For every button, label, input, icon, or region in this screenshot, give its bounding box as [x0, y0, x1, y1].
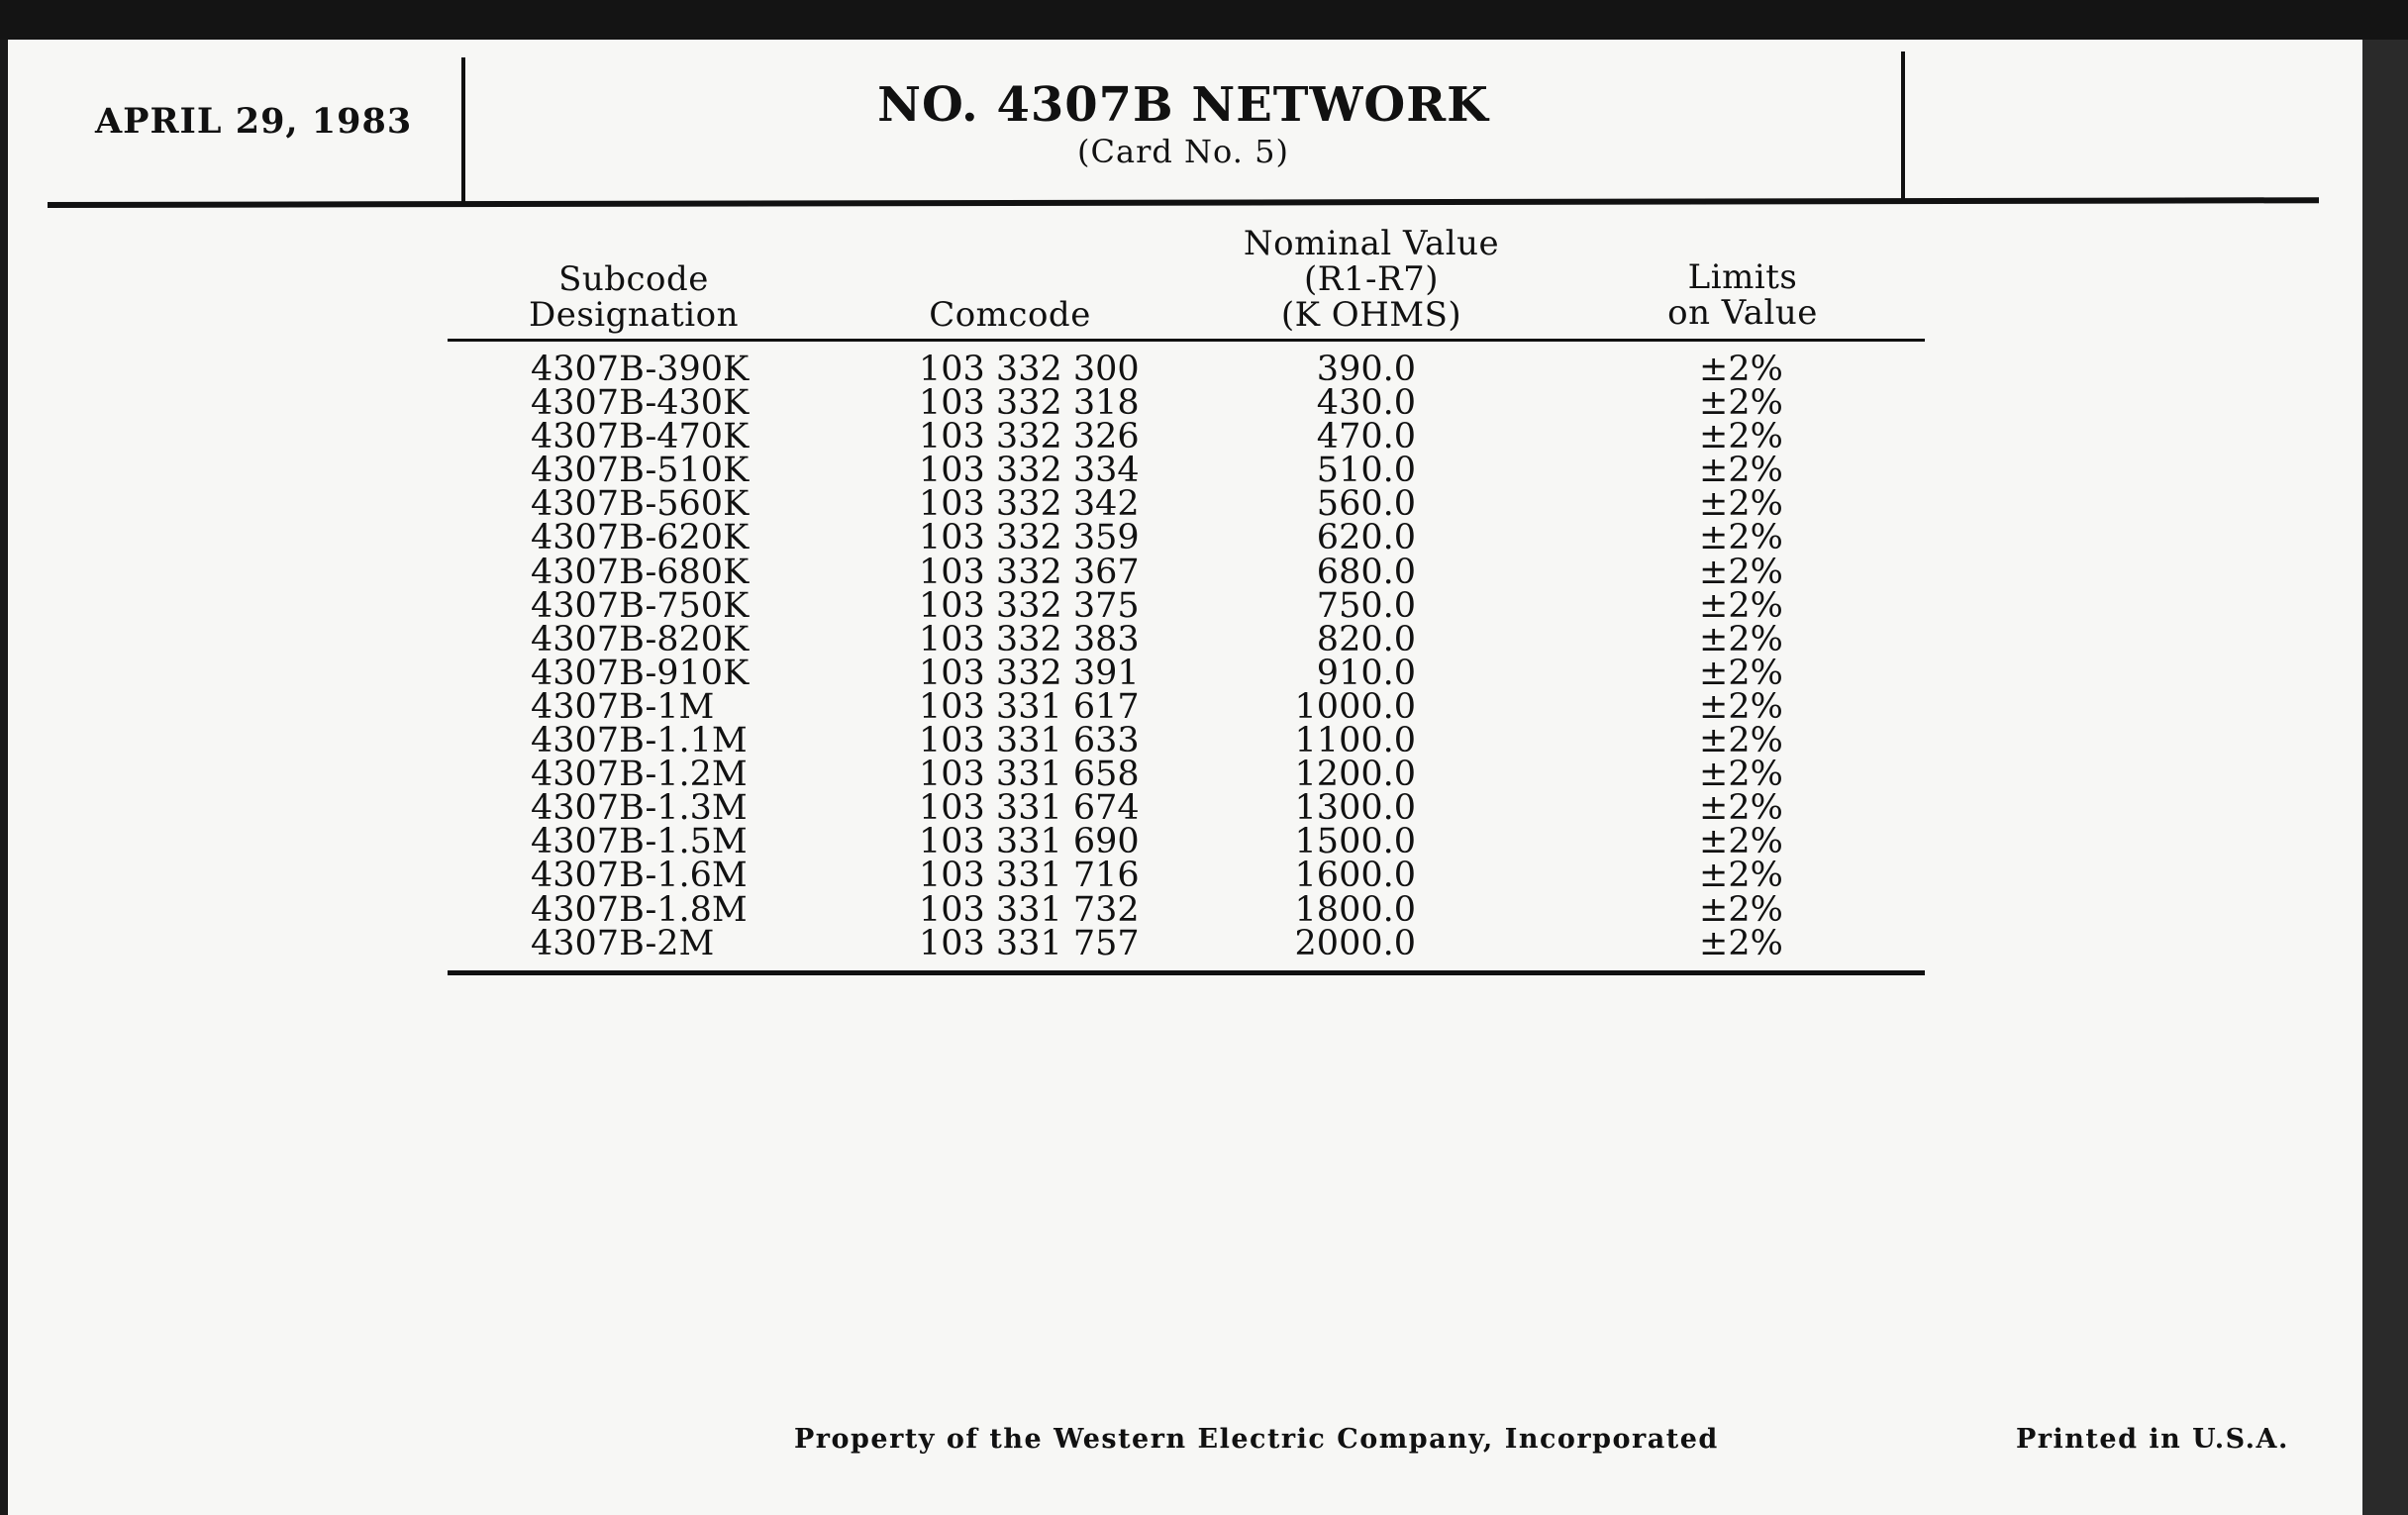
limit-cell: ±2% [1699, 350, 1783, 389]
table-row [0, 721, 2355, 761]
limit-cell: ±2% [1699, 721, 1783, 761]
subcode-cell: 4307B-680K [531, 552, 750, 592]
table-row [0, 552, 2355, 592]
printed-notice: Printed in U.S.A. [2016, 1424, 2289, 1455]
table-row [0, 484, 2355, 525]
column-header-comcode: Comcode [929, 295, 1091, 335]
column-header-subcode: Subcode Designation [528, 259, 740, 335]
limit-cell: ±2% [1699, 585, 1783, 626]
comcode-cell: 103 331 690 [919, 822, 1140, 862]
header-divider-right [1901, 51, 1905, 200]
comcode-cell: 103 332 359 [919, 518, 1140, 558]
table-row [0, 518, 2355, 558]
table-row [0, 619, 2355, 659]
subcode-cell: 4307B-1.6M [531, 856, 748, 896]
limit-cell: ±2% [1699, 653, 1783, 693]
nominal-value-cell: 1000.0 [1294, 686, 1416, 727]
comcode-cell: 103 332 334 [919, 451, 1140, 491]
limit-cell: ±2% [1699, 619, 1783, 659]
subcode-cell: 4307B-560K [531, 484, 750, 525]
subcode-cell: 4307B-470K [531, 417, 750, 457]
document-date: APRIL 29, 1983 [95, 101, 413, 142]
limit-cell: ±2% [1699, 856, 1783, 896]
comcode-cell: 103 331 674 [919, 788, 1140, 829]
subcode-cell: 4307B-1.3M [531, 788, 748, 829]
document-title: NO. 4307B NETWORK [877, 77, 1489, 133]
comcode-cell: 103 332 367 [919, 552, 1140, 592]
comcode-cell: 103 331 617 [919, 686, 1140, 727]
comcode-cell: 103 332 318 [919, 383, 1140, 424]
limit-cell: ±2% [1699, 451, 1783, 491]
comcode-cell: 103 331 658 [919, 755, 1140, 795]
nominal-value-cell: 820.0 [1316, 619, 1416, 659]
nominal-value-cell: 470.0 [1316, 417, 1416, 457]
limit-cell: ±2% [1699, 417, 1783, 457]
limit-cell: ±2% [1699, 518, 1783, 558]
table-row [0, 923, 2355, 963]
nominal-value-cell: 910.0 [1316, 653, 1416, 693]
table-row [0, 417, 2355, 457]
nominal-value-cell: 1800.0 [1294, 889, 1416, 930]
subcode-cell: 4307B-430K [531, 383, 750, 424]
table-row [0, 822, 2355, 862]
table-header-rule [448, 339, 1925, 342]
table-row [0, 350, 2355, 389]
nominal-value-cell: 560.0 [1316, 484, 1416, 525]
table-body [0, 350, 2355, 963]
limit-cell: ±2% [1699, 889, 1783, 930]
nominal-value-cell: 1200.0 [1294, 755, 1416, 795]
limit-cell: ±2% [1699, 788, 1783, 829]
subcode-cell: 4307B-820K [531, 619, 750, 659]
table-row [0, 856, 2355, 896]
subcode-cell: 4307B-390K [531, 350, 750, 389]
comcode-cell: 103 332 391 [919, 653, 1140, 693]
table-row [0, 788, 2355, 829]
limit-cell: ±2% [1699, 923, 1783, 963]
table-row [0, 585, 2355, 626]
comcode-cell: 103 332 383 [919, 619, 1140, 659]
document-subtitle: (Card No. 5) [1077, 133, 1289, 170]
table-row [0, 383, 2355, 424]
scan-right-border [2362, 40, 2408, 1515]
subcode-cell: 4307B-620K [531, 518, 750, 558]
subcode-cell: 4307B-2M [531, 923, 715, 963]
subcode-cell: 4307B-1.8M [531, 889, 748, 930]
column-header-limits: Limits on Value [1667, 257, 1818, 333]
table-row [0, 755, 2355, 795]
subcode-cell: 4307B-1.5M [531, 822, 748, 862]
scan-top-border [0, 0, 2408, 40]
limit-cell: ±2% [1699, 484, 1783, 525]
nominal-value-cell: 620.0 [1316, 518, 1416, 558]
nominal-value-cell: 2000.0 [1294, 923, 1416, 963]
table-row [0, 451, 2355, 491]
comcode-cell: 103 332 326 [919, 417, 1140, 457]
nominal-value-cell: 1100.0 [1294, 721, 1416, 761]
limit-cell: ±2% [1699, 822, 1783, 862]
comcode-cell: 103 332 342 [919, 484, 1140, 525]
subcode-cell: 4307B-1.2M [531, 755, 748, 795]
column-header-nominal-value: Nominal Value (R1-R7) (K OHMS) [1243, 224, 1500, 335]
subcode-cell: 4307B-510K [531, 451, 750, 491]
nominal-value-cell: 390.0 [1316, 350, 1416, 389]
nominal-value-cell: 1500.0 [1294, 822, 1416, 862]
comcode-cell: 103 331 716 [919, 856, 1140, 896]
table-row [0, 653, 2355, 693]
subcode-cell: 4307B-1M [531, 686, 715, 727]
limit-cell: ±2% [1699, 755, 1783, 795]
subcode-cell: 4307B-1.1M [531, 721, 748, 761]
comcode-cell: 103 331 732 [919, 889, 1140, 930]
table-bottom-rule [448, 970, 1925, 975]
nominal-value-cell: 1600.0 [1294, 856, 1416, 896]
nominal-value-cell: 510.0 [1316, 451, 1416, 491]
comcode-cell: 103 331 757 [919, 923, 1140, 963]
comcode-cell: 103 331 633 [919, 721, 1140, 761]
property-notice: Property of the Western Electric Company, Incorporated [794, 1424, 1719, 1455]
table-row [0, 686, 2355, 727]
subcode-cell: 4307B-910K [531, 653, 750, 693]
nominal-value-cell: 680.0 [1316, 552, 1416, 592]
limit-cell: ±2% [1699, 686, 1783, 727]
nominal-value-cell: 1300.0 [1294, 788, 1416, 829]
comcode-cell: 103 332 300 [919, 350, 1140, 389]
table-row [0, 889, 2355, 930]
limit-cell: ±2% [1699, 552, 1783, 592]
limit-cell: ±2% [1699, 383, 1783, 424]
subcode-cell: 4307B-750K [531, 585, 750, 626]
comcode-cell: 103 332 375 [919, 585, 1140, 626]
nominal-value-cell: 750.0 [1316, 585, 1416, 626]
nominal-value-cell: 430.0 [1316, 383, 1416, 424]
